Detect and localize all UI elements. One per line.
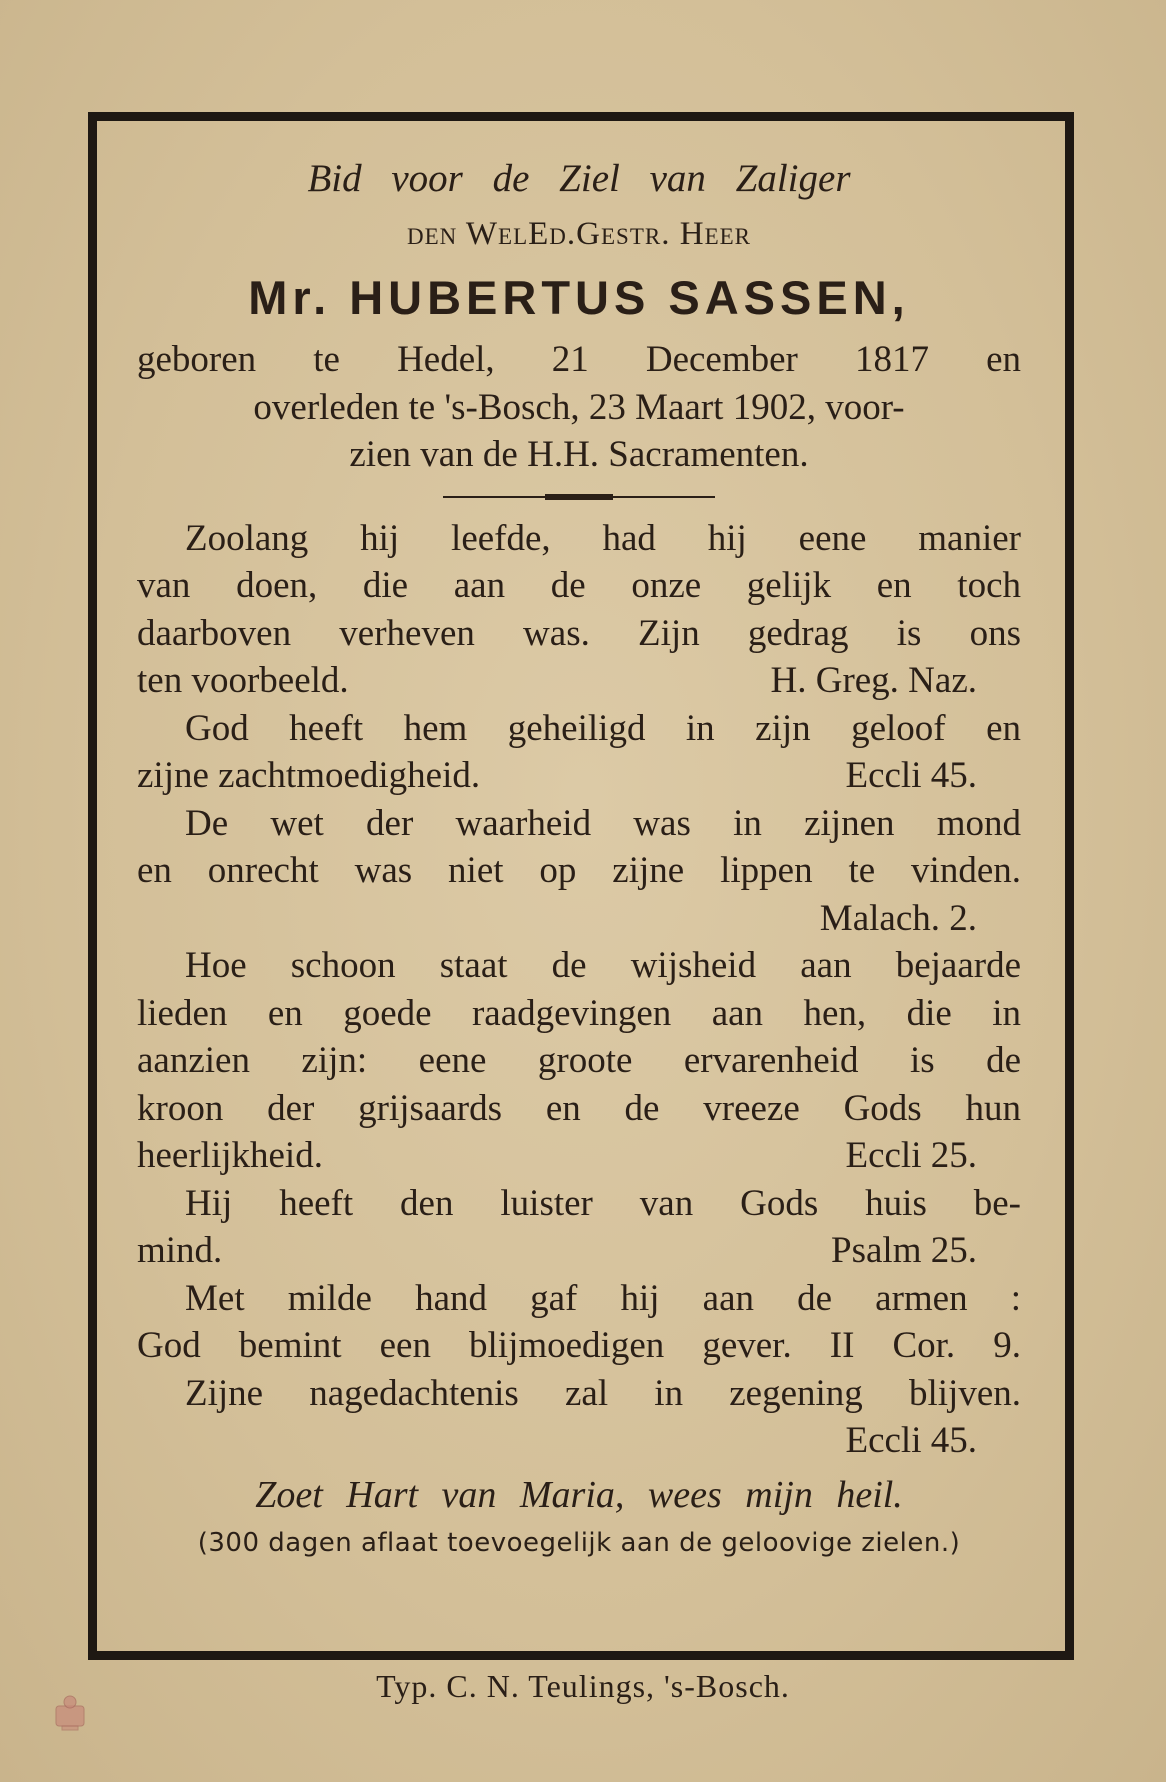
scripture-reference: H. Greg. Naz. <box>770 660 977 701</box>
ornamental-divider <box>443 479 715 515</box>
passage-line: Zoolang hij leefde, had hij eene manier <box>185 517 1021 559</box>
honorific-title: den WelEd.Gestr. Heer <box>406 216 752 252</box>
passage-line <box>137 1132 1021 1180</box>
passage-line: Met milde hand gaf hij aan de armen : <box>185 1277 1021 1319</box>
passage-line: aanzien zijn: eene groote ervarenheid is de <box>137 1040 1021 1081</box>
passage-line: Hoe schoon staat de wijsheid aan bejaarde <box>185 945 1021 986</box>
passage-line: daarboven verheven was. Zijn gedrag is ons <box>137 612 1021 654</box>
passage-line: en onrecht was niet op zijne lippen te vinden. <box>137 850 1021 891</box>
passage-last-line: mind. <box>137 1230 223 1271</box>
passage-line: Zijne nagedachtenis zal in zegening blijven. <box>185 1372 1021 1414</box>
passage-line: Hij heeft den luister van Gods huis be- <box>185 1182 1021 1224</box>
birth-death-line: geboren te Hedel, 21 December 1817 en <box>137 339 1021 380</box>
passage-line <box>137 752 1021 800</box>
card-content <box>137 150 1021 1565</box>
passage-line: kroon der grijsaards en de vreeze Gods hun <box>137 1087 1021 1129</box>
birth-death-line: overleden te 's-Bosch, 23 Maart 1902, voor- <box>253 386 905 428</box>
printer-imprint: Typ. C. N. Teulings, 's-Bosch. <box>376 1668 790 1704</box>
passage-line <box>137 1227 1021 1275</box>
passage-last-line: heerlijkheid. <box>137 1135 323 1176</box>
prayer-text: Zoet Hart van Maria, wees mijn heil. <box>255 1473 903 1516</box>
passage-line: lieden en goede raadgevingen aan hen, die in <box>137 992 1021 1034</box>
scripture-reference: Eccli 45. <box>845 755 977 796</box>
scripture-reference: Eccli 45. <box>845 1420 977 1461</box>
scripture-reference: Malach. 2. <box>819 897 977 939</box>
passage-line <box>137 657 1021 705</box>
passage-last-line: zijne zachtmoedigheid. <box>137 755 481 796</box>
passage-line: De wet der waarheid was in zijnen mond <box>185 802 1021 844</box>
birth-death-line: zien van de H.H. Sacramenten. <box>349 434 809 475</box>
scripture-reference: Psalm 25. <box>831 1230 977 1271</box>
invocation-text: Bid voor de Ziel van Zaliger <box>307 157 851 200</box>
birth-death-block <box>137 336 1021 479</box>
passage-line: God heeft hem geheiligd in zijn geloof en <box>185 707 1021 749</box>
passage-last-line: ten voorbeeld. <box>137 660 349 701</box>
scripture-reference: Eccli 25. <box>845 1135 977 1176</box>
scripture-passages <box>137 515 1021 1465</box>
watermark-emblem-icon <box>48 1692 92 1732</box>
indulgence-note: (300 dagen aflaat toevoegelijk aan de geloovige zielen.) <box>197 1527 961 1558</box>
passage-line: God bemint een blijmoedigen gever. II Cor. 9. <box>137 1325 1021 1366</box>
deceased-name: Mr. HUBERTUS SASSEN, <box>248 271 910 324</box>
passage-line: van doen, die aan de onze gelijk en toch <box>137 565 1021 606</box>
